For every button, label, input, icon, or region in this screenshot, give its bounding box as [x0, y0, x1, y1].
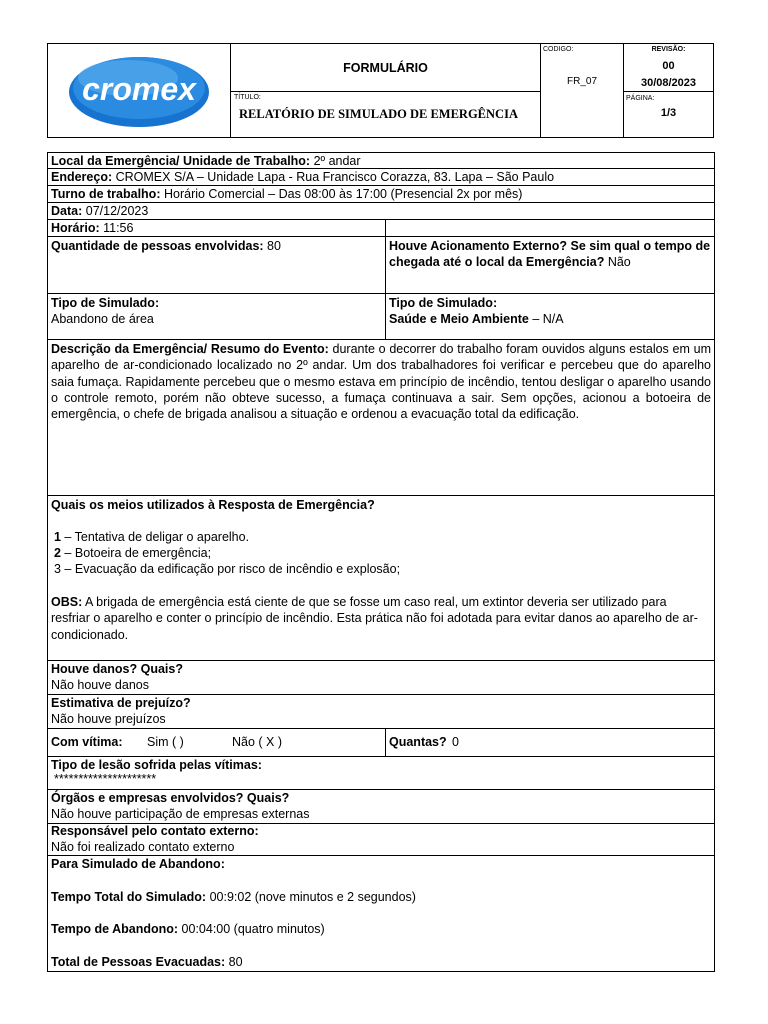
prejuizo-label: Estimativa de prejuízo? — [51, 696, 191, 710]
vitima-label: Com vítima: — [51, 735, 123, 749]
meios-row — [47, 496, 715, 661]
acionamento-label-2: chegada até o local da Emergência? — [389, 255, 605, 269]
danos-label: Houve danos? Quais? — [51, 662, 183, 676]
horario-row — [47, 220, 715, 237]
lesao-label: Tipo de lesão sofrida pelas vítimas: — [51, 758, 262, 772]
tipo-value-right: – N/A — [528, 312, 564, 326]
meios-item-2: 2 – Botoeira de emergência; — [54, 546, 212, 560]
tipo-label-left: Tipo de Simulado: — [51, 296, 160, 310]
prejuizo-row — [47, 695, 715, 729]
tempo-total-label: Tempo Total do Simulado: — [51, 890, 207, 904]
revisao-date: 30/08/2023 — [640, 77, 697, 89]
evacuadas-value: 80 — [225, 955, 243, 969]
tipo-value-left: Abandono de área — [51, 312, 154, 326]
meios-item-1: 1 – Tentativa de deligar o aparelho. — [54, 530, 250, 544]
revisao-label: REVISÃO: — [651, 46, 686, 53]
tempo-abandono-label: Tempo de Abandono: — [51, 922, 179, 936]
meios-label: Quais os meios utilizados à Resposta de Emergência? — [51, 498, 375, 512]
turno-value: Horário Comercial – Das 08:00 às 17:00 (Presencial 2x por mês) — [160, 187, 523, 201]
orgaos-row — [47, 790, 715, 824]
title-cell — [231, 92, 541, 137]
descricao-row — [47, 340, 715, 496]
quantas-label: Quantas? — [389, 735, 447, 749]
endereco-row — [47, 169, 715, 186]
acionamento-label-1: Houve Acionamento Externo? Se sim qual o tempo de — [389, 239, 711, 253]
tipo-label-right: Tipo de Simulado: — [389, 296, 498, 310]
codigo-label: CODIGO: — [543, 46, 574, 53]
local-row — [47, 152, 715, 169]
acionamento-value: Não — [604, 255, 631, 269]
data-value: 07/12/2023 — [82, 204, 149, 218]
quantidade-label: Quantidade de pessoas envolvidas: — [51, 239, 264, 253]
orgaos-value: Não houve participação de empresas externas — [51, 807, 310, 821]
endereco-value: CROMEX S/A – Unidade Lapa - Rua Francisco Corazza, 83. Lapa – São Paulo — [112, 170, 555, 184]
horario-value: 11:56 — [99, 221, 134, 235]
turno-label: Turno de trabalho: — [51, 187, 161, 201]
local-value: 2º andar — [310, 154, 361, 168]
document-header — [47, 43, 714, 138]
logo-cell — [48, 44, 231, 137]
page-cell — [624, 92, 713, 137]
tipo-simulado-row — [47, 294, 715, 340]
responsavel-row — [47, 824, 715, 856]
descricao-label: Descrição da Emergência/ Resumo do Evento: — [51, 342, 329, 356]
danos-row — [47, 661, 715, 695]
tipo-value-right-bold: Saúde e Meio Ambiente — [389, 312, 529, 326]
responsavel-label: Responsável pelo contato externo: — [51, 824, 259, 838]
lesao-value: ********************* — [54, 772, 157, 786]
data-row — [47, 203, 715, 220]
revision-cell — [624, 44, 713, 92]
form-cell — [231, 44, 541, 92]
turno-row — [47, 186, 715, 203]
horario-label: Horário: — [51, 221, 100, 235]
prejuizo-value: Não houve prejuízos — [51, 712, 166, 726]
danos-value: Não houve danos — [51, 678, 149, 692]
revisao-value: 00 — [662, 60, 675, 72]
obs-paragraph — [51, 594, 708, 643]
meios-item-3: 3 – Evacuação da edificação por risco de incêndio e explosão; — [54, 562, 401, 576]
tempo-total-value: 00:9:02 (nove minutos e 2 segundos) — [206, 890, 416, 904]
abandono-row — [47, 856, 715, 972]
descricao-text: durante o decorrer do trabalho foram ouvidos alguns estalos em um aparelho de ar-condicionado localizado no 2º andar. Um dos trabalhadores foi verificar e percebeu que do aparelho saia fumaça. Rapidamente percebeu que o mesmo estava em princípio de incêndio, tentou desligar o aparelho usando o controle remoto, porém não obteve sucesso, a fumaça continuava a sair. Sem opções, acionou a botoeira de emergência, o chefe de brigada analisou a situação e ordenou a evacuação total da edificação. — [51, 342, 711, 422]
endereco-label: Endereço: — [51, 170, 113, 184]
abandono-label: Para Simulado de Abandono: — [51, 857, 225, 871]
quantidade-row — [47, 237, 715, 294]
orgaos-label: Órgãos e empresas envolvidos? Quais? — [51, 791, 290, 805]
titulo-label: TÍTULO: — [234, 94, 261, 101]
quantidade-value: 80 — [263, 239, 281, 253]
pagina-value: 1/3 — [660, 107, 677, 119]
obs-text: A brigada de emergência está ciente de que se fosse um caso real, um extintor deveria ser utilizado para resfriar o aparelho e conter o princípio de incêndio. Esta prática não foi adotada para evitar danos ao aparelho de ar-condicionado. — [51, 595, 698, 642]
vitima-sim: Sim ( ) — [147, 735, 184, 749]
descricao-paragraph — [51, 341, 711, 422]
evacuadas-label: Total de Pessoas Evacuadas: — [51, 955, 226, 969]
lesao-row — [47, 757, 715, 790]
quantas-value: 0 — [452, 735, 459, 749]
form-label: FORMULÁRIO — [343, 61, 428, 75]
code-cell — [541, 44, 624, 137]
local-label: Local da Emergência/ Unidade de Trabalho: — [51, 154, 311, 168]
pagina-label: PÁGINA: — [626, 95, 655, 102]
logo-text: cromex — [82, 71, 196, 107]
vitima-row — [47, 729, 715, 757]
document-title: RELATÓRIO DE SIMULADO DE EMERGÊNCIA — [239, 107, 518, 121]
codigo-value: FR_07 — [566, 76, 597, 87]
cromex-logo — [68, 54, 211, 128]
data-label: Data: — [51, 204, 83, 218]
responsavel-value: Não foi realizado contato externo — [51, 840, 235, 854]
obs-label: OBS: — [51, 595, 83, 609]
vitima-nao: Não ( X ) — [232, 735, 283, 749]
tempo-abandono-value: 00:04:00 (quatro minutos) — [178, 922, 325, 936]
